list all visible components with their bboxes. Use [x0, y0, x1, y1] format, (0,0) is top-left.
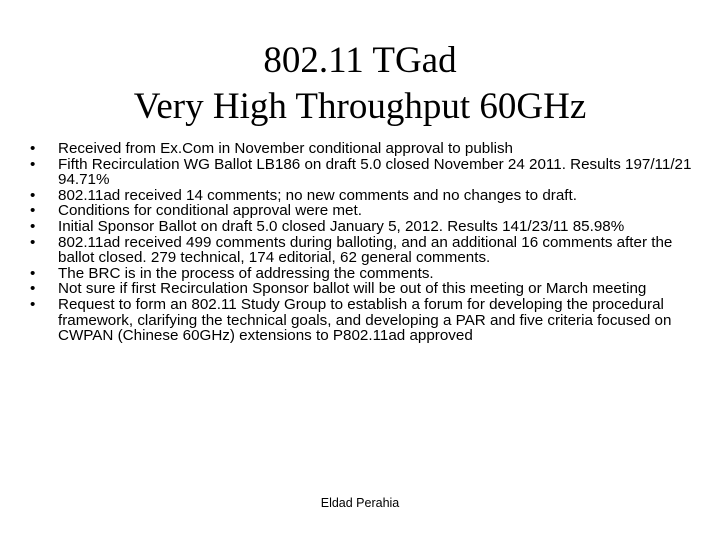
bullet-icon: •: [30, 186, 36, 204]
bullet-item: [30, 188, 700, 204]
slide-footer-author: Eldad Perahia: [320, 496, 400, 510]
bullet-text: Conditions for conditional approval were met.: [58, 202, 362, 220]
slide-title-line-1: 802.11 TGad: [263, 40, 457, 81]
bullet-icon: •: [30, 202, 36, 220]
bullet-icon: •: [30, 155, 36, 173]
bullet-icon: •: [30, 295, 36, 313]
bullet-item: [30, 157, 700, 188]
bullet-item: [30, 141, 700, 157]
bullet-text: Not sure if first Recirculation Sponsor ballot will be out of this meeting or March meeting: [58, 280, 647, 298]
bullet-text: Initial Sponsor Ballot on draft 5.0 closed January 5, 2012. Results 141/23/11 85.98%: [58, 217, 625, 235]
bullet-item: [30, 219, 700, 235]
bullet-item: [30, 203, 700, 219]
slide-title-line-2: Very High Throughput 60GHz: [133, 86, 587, 127]
slide-title: [0, 38, 720, 130]
bullet-text: 802.11ad received 14 comments; no new comments and no changes to draft.: [58, 186, 577, 204]
bullet-icon: •: [30, 217, 36, 235]
bullet-text: The BRC is in the process of addressing the comments.: [58, 264, 434, 282]
bullet-text: Fifth Recirculation WG Ballot LB186 on draft 5.0 closed November 24 2011. Results 197/11/21 94.71%: [58, 155, 692, 189]
bullet-list: [30, 141, 700, 344]
bullet-text: Received from Ex.Com in November conditional approval to publish: [58, 140, 514, 157]
bullet-item: [30, 297, 700, 344]
bullet-item: [30, 281, 700, 297]
bullet-icon: •: [30, 264, 36, 282]
bullet-icon: •: [30, 280, 36, 298]
bullet-item: [30, 235, 700, 266]
bullet-text: Request to form an 802.11 Study Group to establish a forum for developing the procedural framework, clarifying the technical goals, and developing a PAR and five criteria focused on CWPAN (Chinese 60GHz) extensions to P802.11ad approved: [58, 295, 672, 345]
bullet-text: 802.11ad received 499 comments during balloting, and an additional 16 comments after the ballot closed. 279 technical, 174 editorial, 62 general comments.: [58, 233, 673, 267]
bullet-icon: •: [30, 233, 36, 251]
bullet-item: [30, 266, 700, 282]
bullet-icon: •: [30, 140, 36, 157]
